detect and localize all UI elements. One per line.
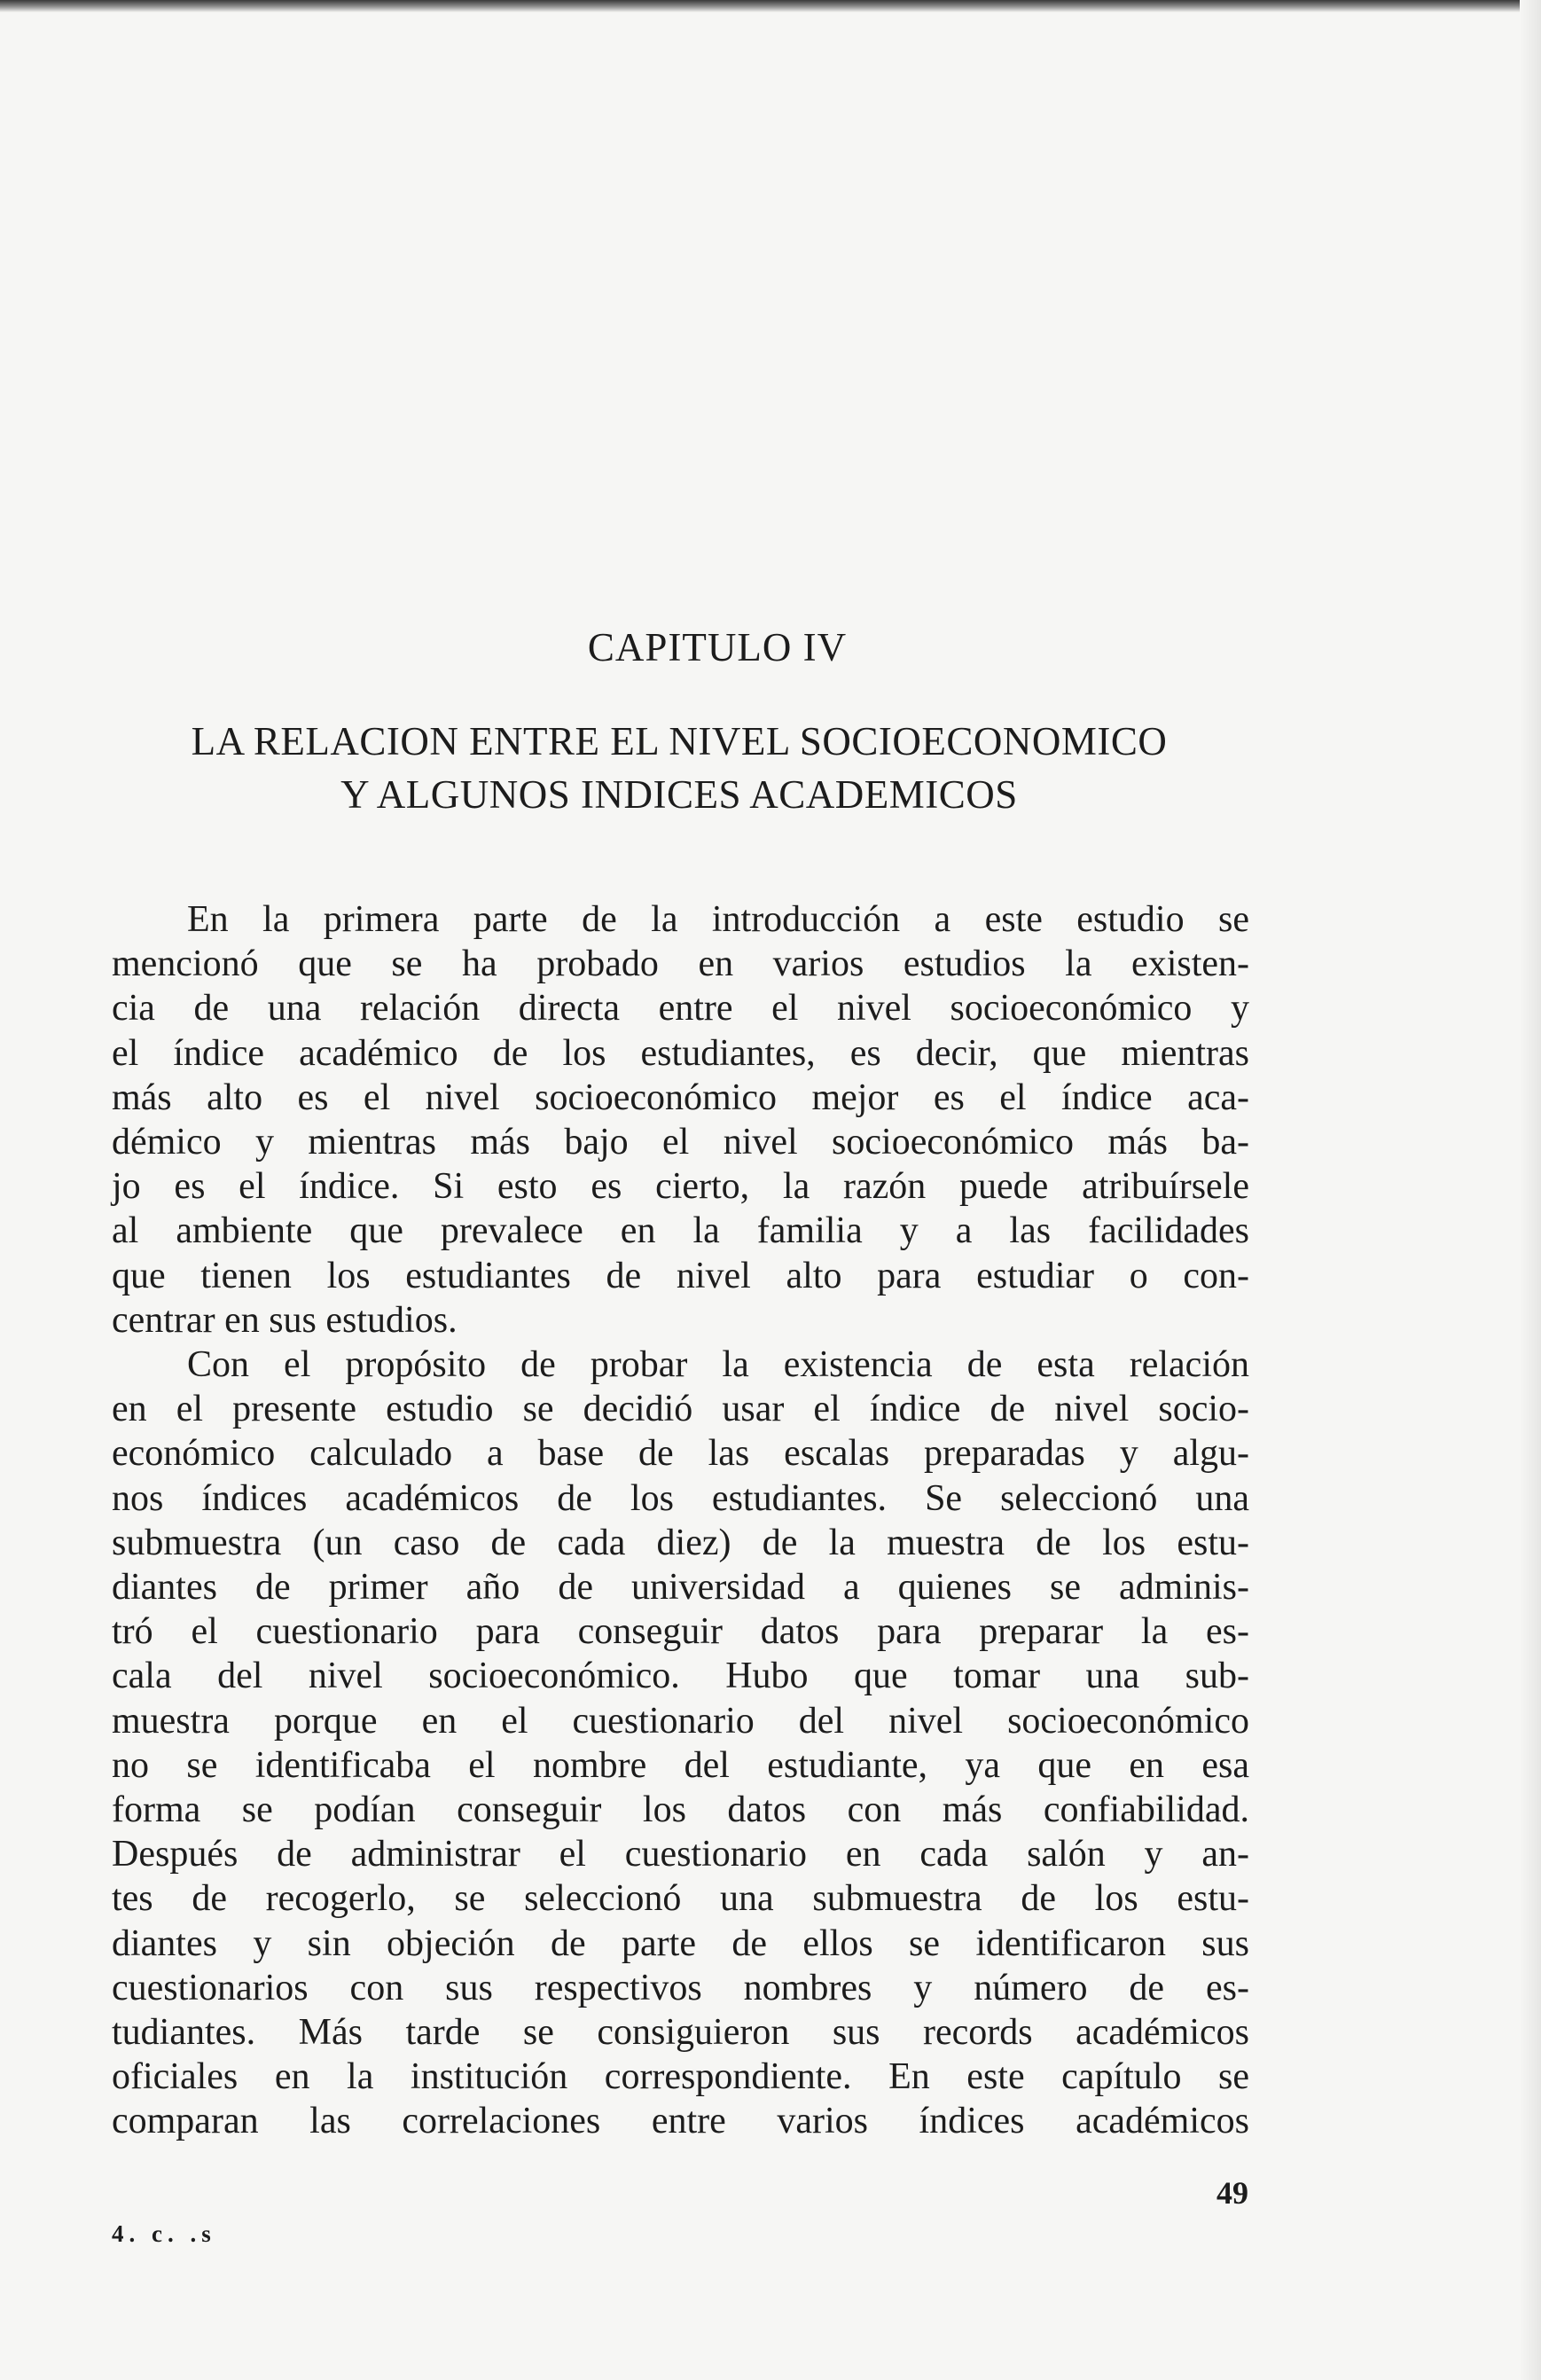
- text-line: démico y mientras más bajo el nivel socioeconómico más ba-: [112, 1122, 1249, 1163]
- chapter-title-line: Y ALGUNOS INDICES ACADEMICOS: [340, 772, 1018, 817]
- text-line: el índice académico de los estudiantes, es decir, que mientras: [112, 1032, 1249, 1074]
- body-text: [112, 897, 1249, 2144]
- paragraph: [112, 897, 1249, 1343]
- text-line: En la primera parte de la introducción a este estudio se: [187, 899, 1249, 940]
- text-line: centrar en sus estudios.: [112, 1299, 458, 1341]
- text-line: tes de recogerlo, se seleccionó una submuestra de los estu-: [112, 1878, 1249, 1920]
- text-line: más alto es el nivel socioeconómico mejor es el índice aca-: [112, 1076, 1249, 1118]
- text-line: cuestionarios con sus respectivos nombres y número de es-: [112, 1967, 1249, 2008]
- text-line: jo es el índice. Si esto es cierto, la razón puede atribuírsele: [112, 1166, 1249, 1208]
- chapter-title: [112, 715, 1247, 821]
- signature-mark: 4. c. .s: [112, 2220, 216, 2247]
- text-line: cala del nivel socioeconómico. Hubo que tomar una sub-: [112, 1656, 1249, 1697]
- text-line: económico calculado a base de las escalas preparadas y algu-: [112, 1433, 1249, 1475]
- paragraph: [112, 1343, 1249, 2144]
- text-line: que tienen los estudiantes de nivel alto para estudiar o con-: [112, 1255, 1249, 1296]
- text-line: en el presente estudio se decidió usar el índice de nivel socio-: [112, 1389, 1249, 1430]
- scan-right-edge: [1520, 0, 1541, 2380]
- text-line: Con el propósito de probar la existencia de esta relación: [187, 1344, 1249, 1386]
- text-line: tró el cuestionario para conseguir datos para preparar la es-: [112, 1611, 1249, 1653]
- text-line: diantes y sin objeción de parte de ellos se identificaron sus: [112, 1922, 1249, 1964]
- chapter-heading: [0, 624, 1541, 670]
- text-line: Después de administrar el cuestionario en cada salón y an-: [112, 1834, 1249, 1875]
- text-line: forma se podían conseguir los datos con más confiabilidad.: [112, 1789, 1249, 1831]
- text-line: comparan las correlaciones entre varios índices académicos: [112, 2101, 1249, 2142]
- text-line: nos índices académicos de los estudiantes. Se seleccionó una: [112, 1477, 1249, 1519]
- text-line: mencionó que se ha probado en varios estudios la existen-: [112, 943, 1249, 985]
- text-line: muestra porque en el cuestionario del nivel socioeconómico: [112, 1700, 1249, 1742]
- page-number: 49: [1216, 2175, 1248, 2211]
- text-line: no se identificaba el nombre del estudiante, ya que en esa: [112, 1744, 1249, 1786]
- text-line: tudiantes. Más tarde se consiguieron sus records académicos: [112, 2012, 1249, 2054]
- text-line: submuestra (un caso de cada diez) de la muestra de los estu-: [112, 1522, 1249, 1563]
- text-line: al ambiente que prevalece en la familia y a las facilidades: [112, 1210, 1249, 1252]
- chapter-number: CAPITULO IV: [587, 625, 848, 669]
- text-line: oficiales en la institución correspondiente. En este capítulo se: [112, 2056, 1249, 2098]
- chapter-title-line: LA RELACION ENTRE EL NIVEL SOCIOECONOMICO: [191, 719, 1168, 763]
- scan-top-edge: [0, 0, 1541, 12]
- text-line: cia de una relación directa entre el nivel socioeconómico y: [112, 988, 1249, 1030]
- text-line: diantes de primer año de universidad a quienes se adminis-: [112, 1567, 1249, 1609]
